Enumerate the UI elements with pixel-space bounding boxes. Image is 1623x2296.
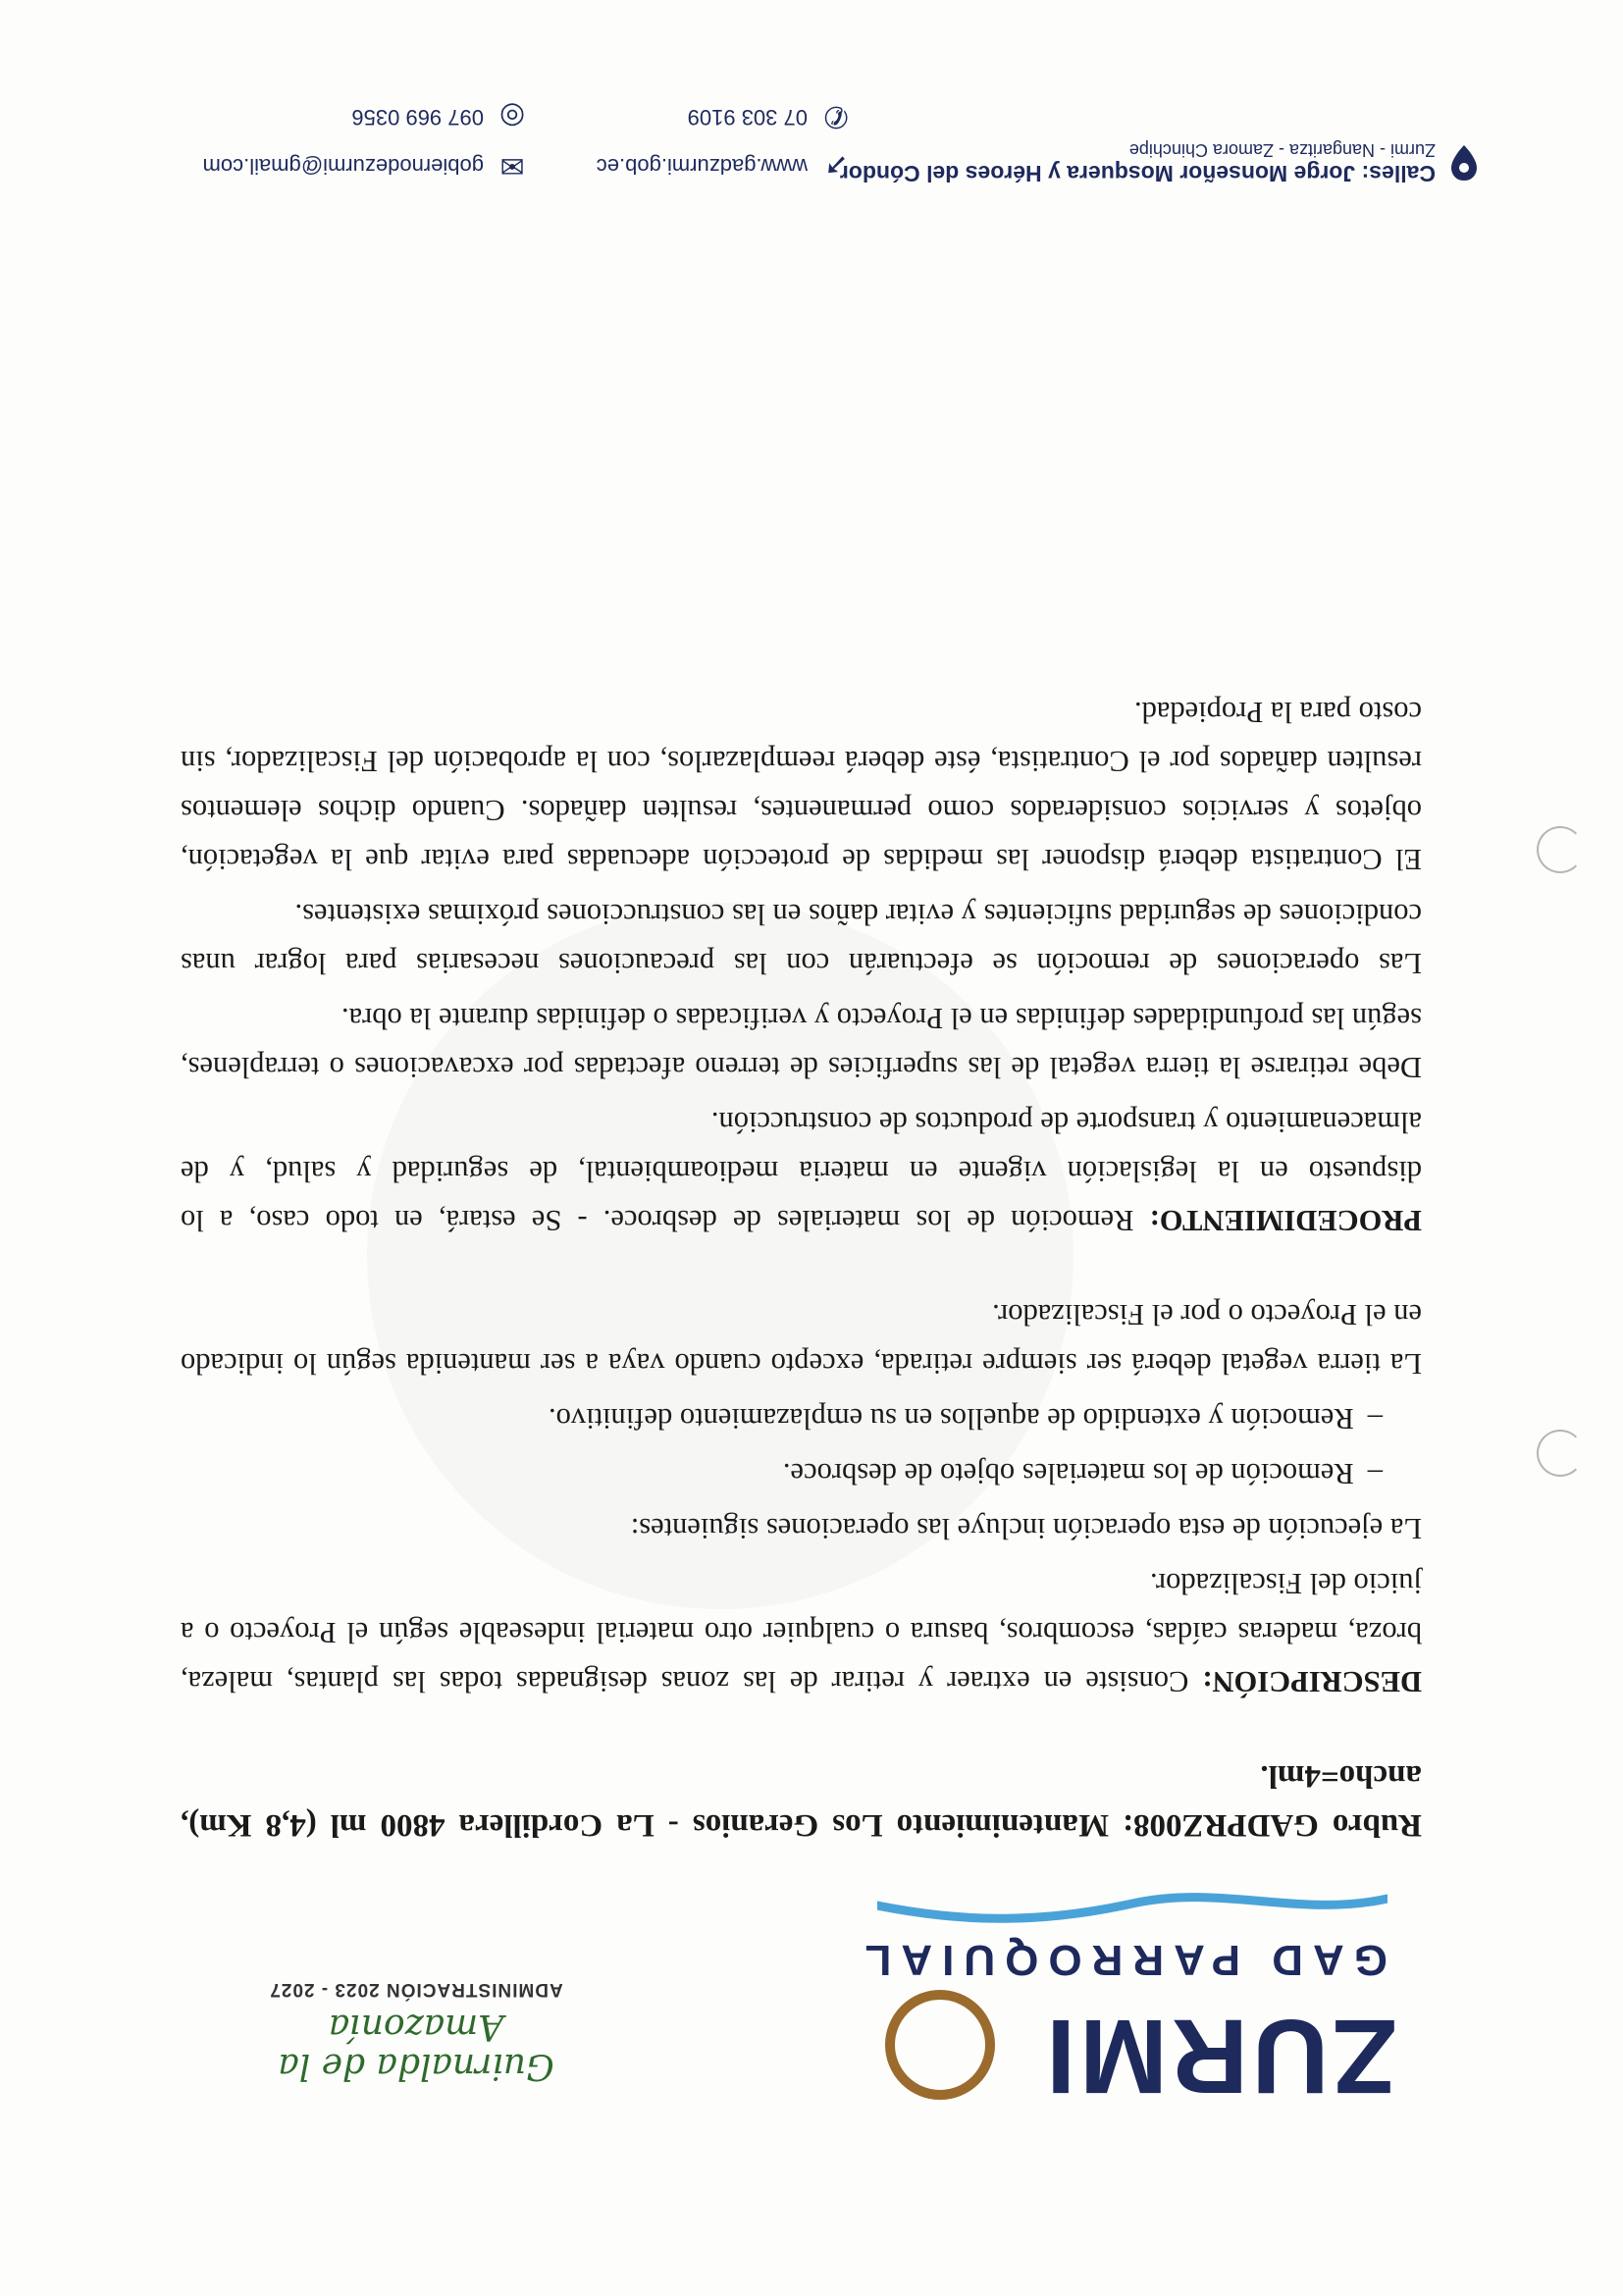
location-pin-icon bbox=[1447, 146, 1481, 180]
footer-email bbox=[203, 149, 529, 183]
procedimiento-text-2: Debe retirarse la tierra vegetal de las superficies de terreno afectadas por excavaciones o terraplenes, según las profundidades definidas en el Proyecto y verificadas o definidas durante la obra. bbox=[181, 1002, 1422, 1084]
phone-text: 07 303 9109 bbox=[687, 105, 808, 130]
slogan: Guirnalda de la Amazonía bbox=[278, 2007, 554, 2086]
rubro-title: Rubro GADPRZ008: Mantenimiento Los Geranios - La Cordillera 4800 ml (4,8 Km), ancho=4ml. bbox=[181, 1758, 1422, 1843]
footer-whatsapp bbox=[351, 100, 529, 133]
phone-icon: ✆ bbox=[823, 100, 849, 133]
descripcion-bullet-2: – Remoción y extendido de aquellos en su emplazamiento definitivo. bbox=[181, 1394, 1422, 1443]
descripcion-bullet-1: – Remoción de los materiales objeto de desbroce. bbox=[181, 1449, 1422, 1498]
whatsapp-text: 097 969 0356 bbox=[351, 105, 484, 130]
logo-emblem-icon bbox=[885, 1990, 995, 2100]
punch-hole-top bbox=[1537, 1430, 1584, 1477]
descripcion-intro: La ejecución de esta operación incluye las operaciones siguientes: bbox=[630, 1512, 1422, 1545]
footer-phone bbox=[688, 100, 853, 133]
footer-address bbox=[840, 139, 1481, 186]
descripcion-paragraph bbox=[181, 1559, 1422, 1706]
descripcion-text: Consiste en extraer y retirar de las zonas designadas todas las plantas, maleza, broza, maderas caídas, escombros, basura o cualquier otro material indeseable según el Proyecto o a juicio del Fiscalizador. bbox=[181, 1567, 1422, 1698]
wave-icon bbox=[877, 1884, 1387, 1923]
cursor-arrow-icon: ➚ bbox=[823, 149, 849, 183]
procedimiento-text-3: Las operaciones de remoción se efectuarán con las precauciones necesarias para lograr unas condiciones de seguridad suficientes y evitar daños en las construcciones próximas existentes. bbox=[181, 898, 1422, 980]
letterhead-slogan bbox=[210, 1978, 622, 2085]
mail-icon: ✉ bbox=[499, 149, 525, 183]
address-sub: Zurmi - Nangaritza - Zamora Chinchipe bbox=[1128, 140, 1436, 160]
whatsapp-icon: ◎ bbox=[498, 100, 526, 133]
descripcion-note: La tierra vegetal deberá ser siempre retirada, excepto cuando vaya a ser mantenida según lo indicado en el Proyecto o por el Fiscalizador. bbox=[181, 1298, 1422, 1381]
descripcion-label: DESCRIPCIÓN: bbox=[1202, 1665, 1422, 1698]
logo-subtitle: GAD PARROQUIAL bbox=[855, 1936, 1387, 1984]
procedimiento-label: PROCEDIMIENTO: bbox=[1149, 1204, 1422, 1237]
email-text: gobiernodezurmi@gmail.com bbox=[202, 154, 484, 179]
website-text: www.gadzurmi.gob.ec bbox=[596, 154, 808, 179]
procedimiento-text-1: Remoción de los materiales de desbroce. - Se estará, en todo caso, a lo dispuesto en la legislación vigente en materia medioambiental, de seguridad y salud, y de almacenamiento y transporte de productos de construcción. bbox=[181, 1106, 1422, 1237]
document-body bbox=[181, 682, 1422, 1850]
logo-wordmark: ZURMI bbox=[1042, 1998, 1397, 2116]
procedimiento-paragraph bbox=[181, 1098, 1422, 1245]
administration-period: ADMINISTRACIÓN 2023 - 2027 bbox=[269, 1978, 563, 2000]
footer-website bbox=[597, 149, 853, 183]
letterhead-footer bbox=[107, 39, 1481, 186]
procedimiento-text-4: El Contratista deberá disponer las medidas de protección adecuadas para evitar que la vegetación, objetos y servicios considerados como permanentes, resulten dañados. Cuando dichos elementos resulten dañados por el Contratista, éste deberá reemplazarlos, con la aprobación del Fiscalizador, sin costo para la Propiedad. bbox=[181, 696, 1422, 876]
address-main: Calles: Jorge Monseñor Mosquera y Héroes del Cóndor bbox=[839, 161, 1436, 186]
punch-hole-bottom bbox=[1537, 826, 1584, 873]
letterhead-logo bbox=[848, 1874, 1397, 2116]
